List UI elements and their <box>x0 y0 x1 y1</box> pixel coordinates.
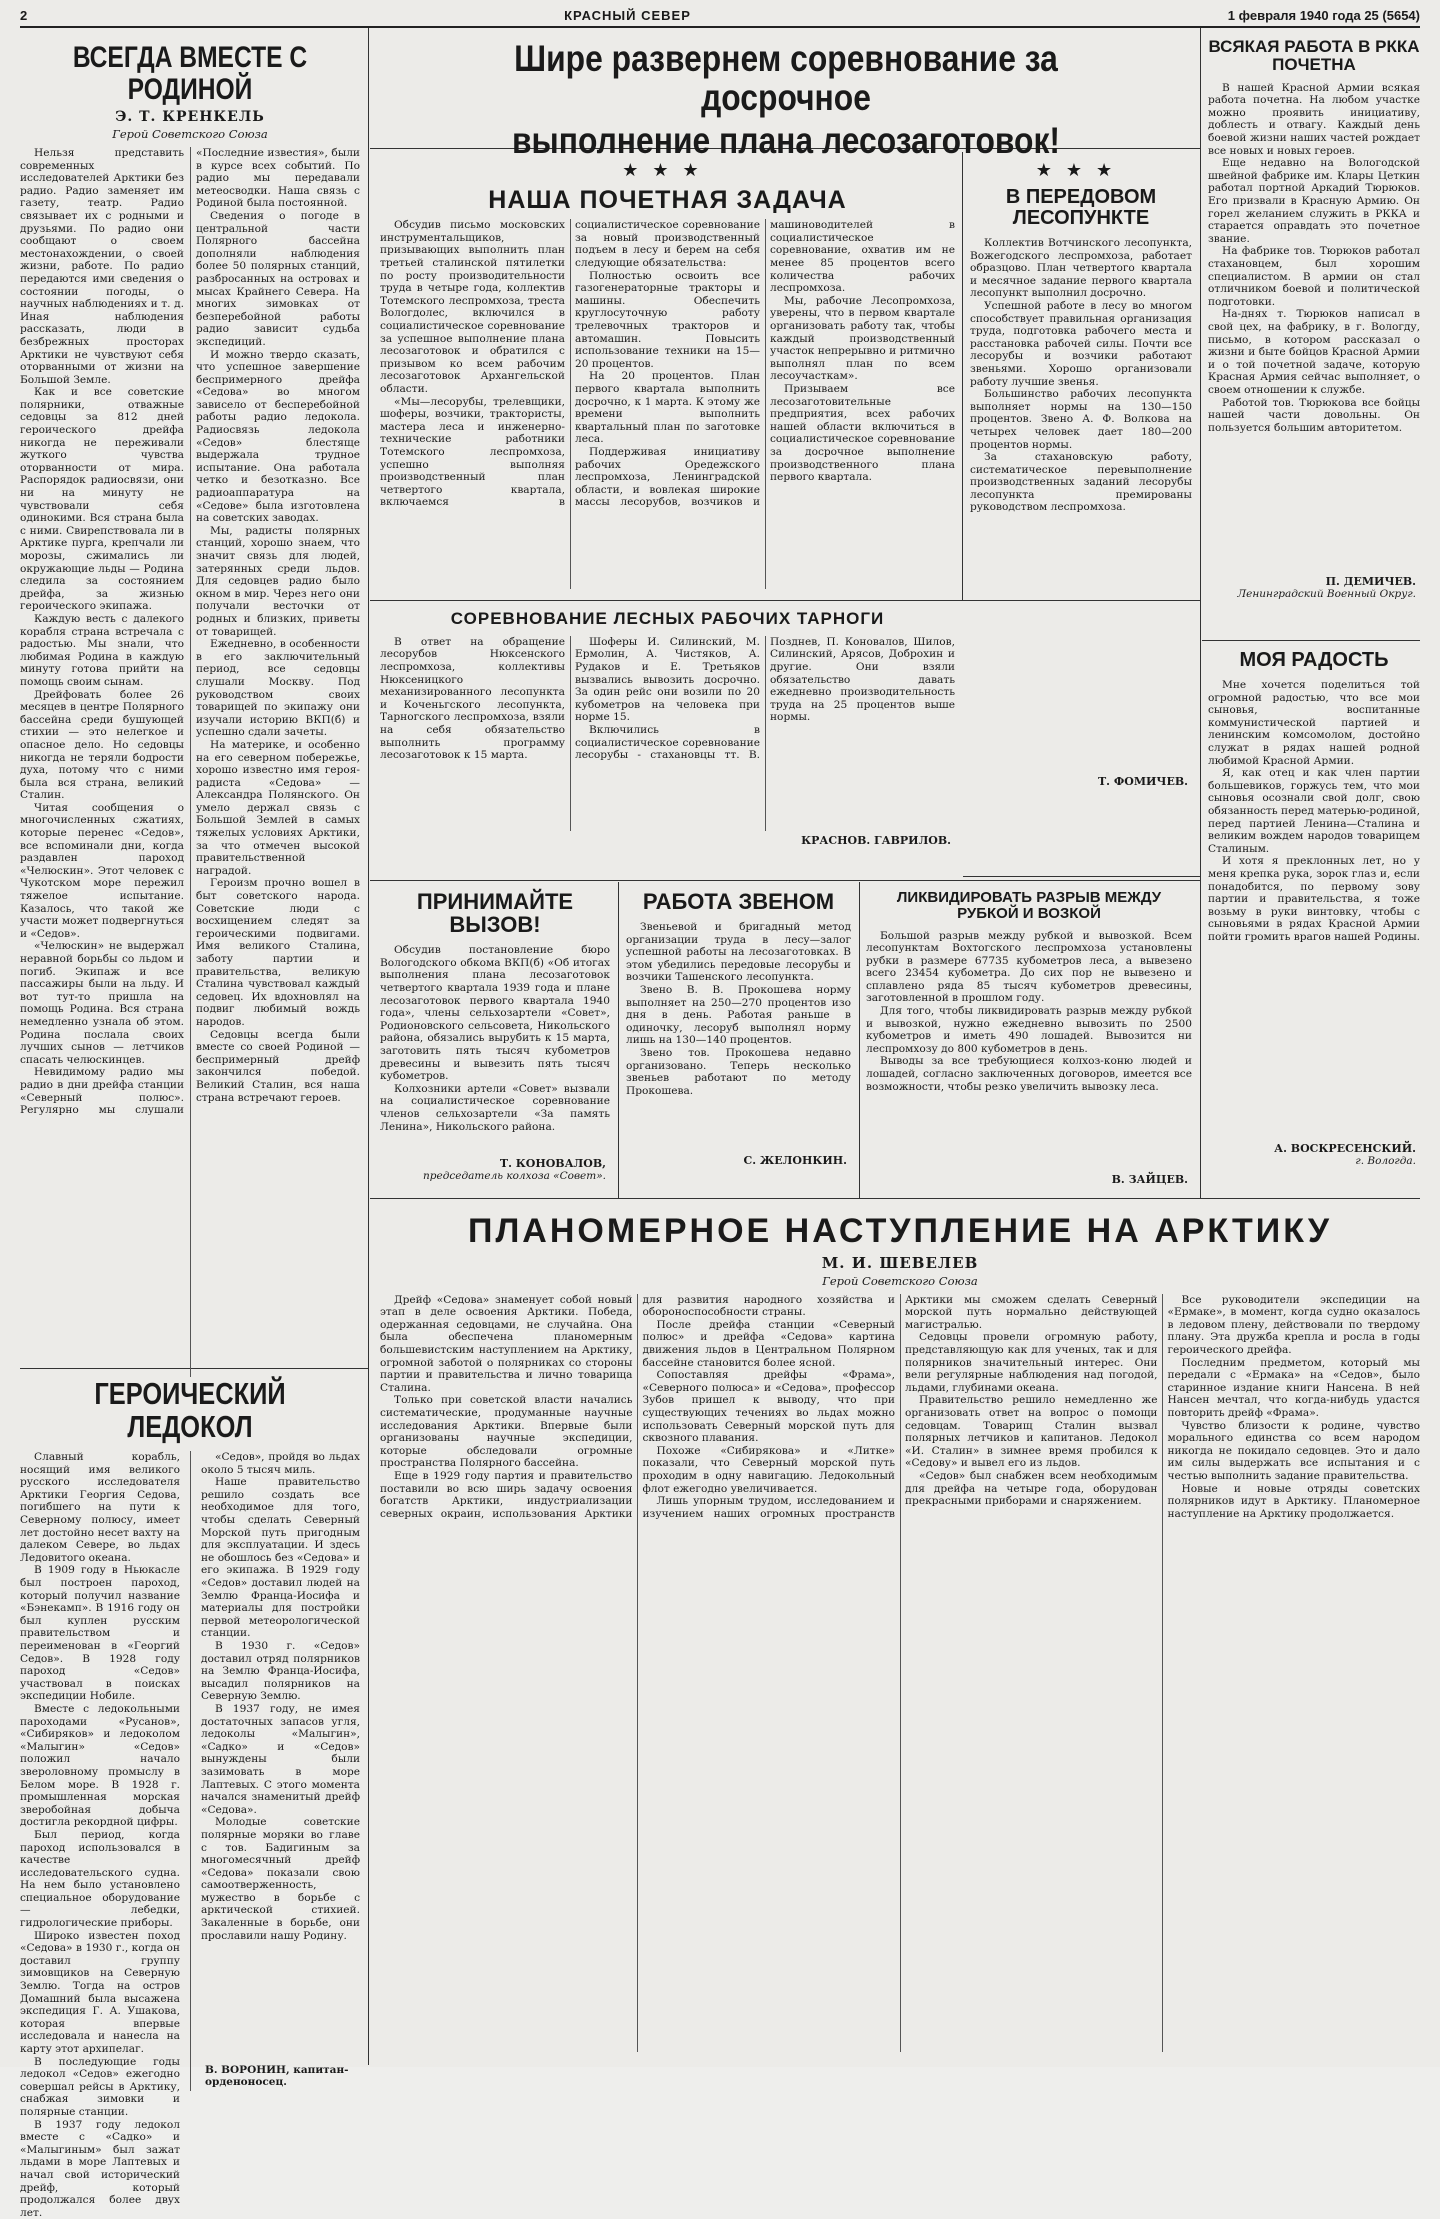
paragraph: Звеньевой и бригадный метод организации труда в лесу—залог успешной работы на лесозаготовках. В этом убедились передовые лесорубы и возчики Ташенского лесопункта. <box>626 921 851 984</box>
article-title: ПЛАНОМЕРНОЕ НАСТУПЛЕНИЕ НА АРКТИКУ <box>468 1212 1332 1250</box>
banner <box>380 34 1192 161</box>
article-body <box>380 944 610 1154</box>
article-body <box>20 147 360 1377</box>
article-title: ГЕРОИЧЕСКИЙ ЛЕДОКОЛ <box>94 1376 286 1444</box>
paragraph: На фабрике тов. Тюрюков работал стахановцем, был хорошим специалистом. В армии он стал отличником боевой и политической подготовки. <box>1208 245 1420 308</box>
section-rule <box>963 876 1200 877</box>
paragraph: Колхозники артели «Совет» вызвали на социалистическое соревнование членов сельхозартели «За память Ленина», Никольского района. <box>380 1082 610 1133</box>
column-rule <box>368 28 369 2065</box>
paragraph: Нельзя представить современных исследователей Арктики без радио. Радио заменяет им газету, театр. Радио связывает их с родными и друзьями. По радио они сообщают о своем местонахождении, о своей жизни, работе. По радио передаются ими сведения о состоянии погоды, о научных наблюдениях и т. д. Иная наблюдения рассказать, люди в безбрежных просторах Арктики не чувствуют себя оторванными от жизни на Большой Земле. <box>20 147 184 386</box>
paragraph: На-днях т. Тюрюков написал в свой цех, на фабрику, в г. Вологду, письмо, в котором рассказал о жизни и быте бойцов Красной Армии и о той почетной задаче, которую Красная Армия сейчас выполняет, о своем отношении к службе. <box>1208 308 1420 396</box>
paragraph: «Седов», пройдя во льдах около 5 тысяч миль. <box>200 1451 360 1476</box>
paragraph: Славный корабль, носящий имя великого русского исследователя Арктики Георгия Седова, погибшего на пути к Северному полюсу, имеет лет достойно несет вахту на далеком Севере, во льдах Ледовитого океана. <box>20 1451 180 1564</box>
signature: С. ЖЕЛОНКИН. <box>743 1154 847 1168</box>
paragraph: Включились в социалистическое соревнование лесорубы - стахановцы тт. В. Позднев, П. Коновалов, Шилов, Силинский, Арясов, Доброхин и другие. Они взяли обязательство давать ежедневно производительность труда на 25 процентов выше нормы. <box>575 635 955 762</box>
article-pochetna <box>1208 34 1420 634</box>
paragraph: И хотя я преклонных лет, но у меня крепка рука, зорок глаз и, если понадобится, по первому зову партии и правительства, я тоже возьму в руки винтовку, чтобы с сыновьями в рядах Красной Армии пойти громить врагов нашей Родины. <box>1208 855 1420 943</box>
paragraph: Седовцы провели огромную работу, представляющую как для ученых, так и для полярников значительный интерес. Они вели регулярные наблюдения над погодой, льдами, глубинами океана. <box>905 1331 1158 1394</box>
author-title: Герой Советского Союза <box>822 1273 978 1288</box>
article-body <box>1208 679 1420 1139</box>
paragraph: Мне хочется поделиться той огромной радостью, что все мои сыновья, воспитанные коммунистической партией и ленинским комсомолом, достойно служат в рядах нашей родной любимой Красной Армии. <box>1208 679 1420 767</box>
signature <box>1212 1142 1416 1167</box>
paragraph: В 1937 году, не имея достаточных запасов угля, ледоколы «Малыгин», «Садко» и «Седов» вынуждены были зазимовать в море Лаптевых. С этого момента начался знаменитый дрейф «Седова». <box>200 1702 360 1816</box>
signature-role: г. Вологда. <box>1355 1155 1416 1167</box>
masthead <box>20 4 1420 28</box>
paragraph: Успешной работе в лесу во многом способствует правильная организация труда, подготовка рабочего места и расстановка рабочей силы. Почти все лесорубы и возчики работают звеньями. Хорошо организовали работу лучшие звенья. <box>970 299 1192 388</box>
article-body <box>380 636 955 831</box>
paragraph: Героизм прочно вошел в быт советского народа. Советские люди с восхищением следят за героическими подвигами. Имя великого Сталина, заботу партии и правительства, великую Сталина чувствовал каждый седовец. Их вдохновлял на подвиг любимый вождь народов. <box>196 877 360 1028</box>
paragraph: Лишь упорным трудом, исследованием и изучением наших огромных пространств Арктики мы сможем сделать Северный морской путь нормально действующей магистралью. <box>642 1293 1158 1520</box>
paragraph: Еще в 1929 году партия и правительство поставили во всю ширь задачу освоения богатств Арктики, индустриализации северных окраин, использования Арктики для развития народного хозяйства и обороноспособности страны. <box>380 1293 895 1520</box>
paragraph: Обсудив постановление бюро Вологодского обкома ВКП(б) «Об итогах выполнения плана лесозаготовок четвертого квартала 1939 года и плане лесозаготовок первого квартала 1940 года», члены сельхозартели «Совет», Родионовского сельсовета, Никольского района, обязались вырубить к 15 марта, заготовить пять тысяч кубометров древесины и вывезить пять тысяч кубометров. <box>380 944 610 1083</box>
article-body-right <box>201 1451 360 2061</box>
paragraph: Сопоставляя дрейфы «Фрама», «Северного полюса» и «Седова», профессор Зубов пришел к выводу, что при существующих течениях во льдах можно использовать Северный морской путь для сквозного плавания. <box>642 1369 895 1445</box>
paragraph: Седовцы всегда были вместе со своей Родиной — беспримерный дрейф закончился победой. Великий Сталин, вся наша страна встречают героев. <box>196 1028 360 1104</box>
article-title: ВСЯКАЯ РАБОТА В РККА ПОЧЕТНА <box>1208 37 1420 74</box>
paragraph: В ответ на обращение лесорубов Нюксенского леспромхоза, коллективы Нюксеницкого механизированного лесопункта и Коченьгского лесопункта, Тарногского леспромхоза, взяли на себя обязательство выполнить программу лесозаготовок к 15 марта. <box>380 635 565 762</box>
paragraph: Дрейфовать более 26 месяцев в центре Полярного бассейна среди бушующей стихии — это нелегкое и опасное дело. Но седовцы никогда не теряли бодрости духа, потому что с ними была вся страна, великий Сталин. <box>20 688 184 802</box>
article-body <box>866 930 1192 1170</box>
paragraph: Большинство рабочих лесопункта выполняет нормы на 130—150 процентов. Звено А. Ф. Волкова на четырех человек дает 180—200 процентов нормы. <box>970 388 1192 451</box>
paragraph: Молодые советские полярные моряки во главе с тов. Бадигиным за многомесячный дрейф «Седова» показали свою самоотверженность, мужество в борьбе с арктической стихией. Закаленные в борьбе, они прославили нашу Родину. <box>200 1816 360 1942</box>
paragraph: В 1937 году ледокол вместе с «Садко» и «Малыгиным» был зажат льдами в море Лаптевых и начал свой исторический дрейф, который продолжался более двух лет. <box>20 2118 180 2219</box>
paragraph: Невидимому радио мы радио в дни дрейфа станции «Северный полюс». Регулярно мы слушали «Последние известия», были в курсе всех событий. По радио мы передавали метеосводки. Наша связь с Родиной была постоянной. <box>20 147 360 1117</box>
article-title: В ПЕРЕДОВОМ ЛЕСОПУНКТЕ <box>1005 186 1157 229</box>
column-rule <box>962 152 963 600</box>
paragraph: Шоферы И. Силинский, М. Ермолин, А. Чистяков, А. Рудаков и Е. Третьяков вызвались вывозить досрочно. За один рейс они возили по 20 кубометров на человека при норме 15. <box>575 635 760 724</box>
paragraph: Был период, когда пароход использовался в качестве исследовательского судна. На нем было установлено специальное оборудование — лебедки, гидрологические приборы. <box>20 1828 180 1930</box>
article-body <box>380 219 955 589</box>
stars-divider: ★★★ <box>1035 160 1127 181</box>
signature <box>384 1157 606 1182</box>
article-zvenom <box>626 888 851 1193</box>
banner-line-1: Шире развернем соревнование за досрочное <box>514 38 1058 118</box>
paragraph: Чувство близости к родине, чувство морального единства со всем народом никогда не покидало седовцев. Это и дало им силы выдержать все испытания и с честью выполнить задание правительства. <box>1167 1419 1420 1482</box>
column-rule <box>1200 28 1201 1198</box>
paragraph: Каждую весть с далекого корабля страна встречала с радостью. Мы знали, что любимая Родина в каждую минуту готова прийти на помощь своим сынам. <box>20 612 184 688</box>
paragraph: Работой тов. Тюрюкова все бойцы нашей части довольны. Он пользуется большим авторитетом. <box>1208 396 1420 434</box>
paragraph: Широко известен поход «Седова» в 1930 г., когда он доставил группу зимовщиков на Северную Землю. Тогда на остров Домашний была высажена экспедиция Г. А. Ушакова, которая впервые исследовала и нанесла на карту этот архипелаг. <box>20 1929 180 2055</box>
signature-name: А. ВОСКРЕСЕНСКИЙ. <box>1274 1142 1416 1155</box>
paragraph: За стахановскую работу, систематическое перевыполнение производственных заданий лесорубы лесопункта премированы руководством леспромхоза. <box>970 451 1192 514</box>
paragraph: Как и все советские полярники, отважные седовцы за 812 дней героического дрейфа никогда не переживали жуткого чувства оторванности от мира. Распорядок радиосвязи, они ни на минуту не чувствовали себя одинокими. Вся страна была с ними. Свирепствовала ли в Арктике пурга, крепчали ли морозы, сжимались ли окружающие льды — Родина следила за состоянием дрейфа, за жизнью героического экипажа. <box>20 386 184 613</box>
paragraph: Дрейф «Седова» знаменует собой новый этап в деле освоения Арктики. Победа, одержанная седовцами, не случайна. Она была обеспечена планомерным большевистским наступлением на Арктику, огромной заботой о полярниках со стороны партии и правительства и лично товарища Сталина. <box>380 1293 633 1394</box>
paragraph: Наше правительство решило создать все необходимое для того, чтобы сделать Северный Морской путь пригодным для эксплуатации. И здесь не обошлось без «Седова» и его экипажа. В 1929 году «Седов» доставил людей на Землю Франца-Иосифа и материалы для постройки первой метеорологической станции. <box>200 1476 360 1640</box>
paragraph: Большой разрыв между рубкой и вывозкой. Всем лесопунктам Вохтогского леспромхоза установлены рубки в размере 67735 кубометров леса, а вывезено всего 23454 кубометра. До сих пор не вывезено и сплавлено ряда 85 тысяч кубометров древесины, заготовленной в прошлом году. <box>866 929 1192 1005</box>
article-pochetnaya <box>380 154 955 594</box>
section-rule <box>370 880 1200 881</box>
paragraph: После дрейфа станции «Северный полюс» и дрейфа «Седова» картина движения льдов в Центральном Полярном бассейне становится более ясной. <box>642 1318 895 1369</box>
paragraph: Я, как отец и как член партии большевиков, горжусь тем, что мои сыновья осознали свой долг, свою обязанность перед матерью-родиной, перед партией Ленина—Сталина и великим вождем народов товарищем Сталиным. <box>1208 767 1420 855</box>
paragraph: Полностью освоить все газогенераторные тракторы и машины. Обеспечить круглосуточную работу трелевочных тракторов и автомашин. Повысить использование техники на 15—20 процентов. <box>575 269 760 370</box>
paragraph: В 1930 г. «Седов» доставил отряд полярников на Землю Франца-Иосифа, высадил полярников на Северную Землю. <box>200 1640 360 1703</box>
paragraph: «Мы—лесорубы, трелевщики, шоферы, возчики, трактористы, мастера леса и инженерно-технические работники Тотемского леспромхоза, успешно выполняя производственный план четвертого квартала, включаемся в социалистическое соревнование за новый производственный подъем в лесу и берем на себя следующие обязательства: <box>380 219 760 509</box>
paragraph: Коллектив Вотчинского лесопункта, Вожегодского леспромхоза, работает образцово. План четвертого квартала и месячное задание первого квартала лесопункт выполнил досрочно. <box>970 237 1192 300</box>
article-prinimaite <box>380 888 610 1193</box>
paragraph: Сведения о погоде в центральной части Полярного бассейна дополняли наблюдения более 50 полярных станций, разбросанных на островах и мысах Крайнего Севера. На многих зимовках от безперебойной работы радио зависит судьба экспедиций. <box>196 209 360 348</box>
article-title: МОЯ РАДОСТЬ <box>1239 649 1389 671</box>
article-author: Э. Т. КРЕНКЕЛЬ <box>115 109 265 125</box>
paragraph: Призываем все лесозаготовительные предприятия, всех рабочих нашей области включиться в социалистическое соревнование за досрочное выполнение производственного плана первого квартала. <box>770 382 955 484</box>
article-body <box>626 921 851 1151</box>
paragraph: В нашей Красной Армии всякая работа почетна. На любом участке можно проявить инициативу, доблесть и отвагу. Каждый день боевой жизни наших частей рождает все новых и новых героев. <box>1208 81 1420 157</box>
signature-role: председатель колхоза «Совет». <box>423 1170 606 1183</box>
article-title: СОРЕВНОВАНИЕ ЛЕСНЫХ РАБОЧИХ ТАРНОГИ <box>450 609 885 628</box>
article-radost <box>1208 646 1420 1194</box>
article-title: НАША ПОЧЕТНАЯ ЗАДАЧА <box>488 186 847 214</box>
signature <box>1212 575 1416 600</box>
paragraph: В 1909 году в Ньюкасле был построен пароход, который получил название «Бэнекамп». В 1916 году он был куплен русским правительством и переименован в «Георгий Седов». В 1928 году пароход «Седов» участвовал в поисках экспедиции Нобиле. <box>20 1564 180 1703</box>
paragraph: Мы, рабочие Лесопромхоза, уверены, что в первом квартале организовать работу так, чтобы каждый производственный участок непрерывно и ритмично выполнял план по всем лесоучасткам». <box>770 294 956 383</box>
newspaper-name: КРАСНЫЙ СЕВЕР <box>564 7 691 23</box>
signature-role: Ленинградский Военный Округ. <box>1237 587 1416 600</box>
article-title: ЛИКВИДИРОВАТЬ РАЗРЫВ МЕЖДУ РУБКОЙ И ВОЗКОЙ <box>896 889 1162 922</box>
paragraph: Еще недавно на Вологодской швейной фабрике им. Клары Цеткин работал портной Аркадий Тюрюков. Его призвали в Красную Армию. Он горел желанием служить в РККА и старается оправдать это почетное звание. <box>1208 157 1420 245</box>
page-number: 2 <box>20 7 28 23</box>
signature: В. ЗАЙЦЕВ. <box>1111 1172 1188 1186</box>
paragraph: Вместе с ледокольными пароходами «Русанов», «Сибиряков» и ледоколом «Малыгин» «Седов» положил начало звероловному промыслу в Белом море. В 1928 г. промышленная морская зверобойная добыча достигла рекордной цифры. <box>20 1702 180 1829</box>
signature: КРАСНОВ. ГАВРИЛОВ. <box>801 833 951 847</box>
paragraph: Только при советской власти начались систематические, продуманные научные исследования Арктики. Впервые были организованы научные экспедиции, которые обследовали огромные пространства Полярного бассейна. <box>380 1394 633 1470</box>
paragraph: На материке, и особенно на его северном побережье, хорошо известно имя героя-радиста «Седова» — Александра Полянского. Он умело держал связь с Большой Землей в самых тяжелых условиях Арктики, за что отмечен высокой правительственной наградой. <box>196 738 360 877</box>
paragraph: Обсудив письмо московских инструментальщиков, призывающих выполнить план третьей сталинской пятилетки по росту производительности труда в четыре года, коллектив Тотемского леспромхоза, треста Вологдолес, включился в социалистическое соревнование за успешное выполнение плана лесозаготовок и обратился с призывом ко всем рабочим лесозаготовок Архангельской области. <box>380 219 565 395</box>
article-krenkel <box>20 34 360 1362</box>
paragraph: Мы, радисты полярных станций, хорошо знаем, что значит связь для людей, затерянных среди льдов. Для седовцев радио было окном в мир. Через него они получали весточки от родных и близких, приветы от товарищей. <box>196 524 360 638</box>
signature: Т. ФОМИЧЕВ. <box>1098 775 1188 788</box>
article-body <box>1208 82 1420 572</box>
paragraph: На 20 процентов. План первого квартала выполнить досрочно, к 1 марта. К этому же времени выполнить квартальный план по заготовке леса. <box>575 370 760 446</box>
paragraph: Поддерживая инициативу рабочих Оредежского леспромхоза, Ленинградской области, и вовлекая широкие массы лесорубов, возчиков и машиноводителей в социалистическое соревнование, охватив им не менее 85 процентов всего количества рабочих леспромхоза. <box>575 219 955 509</box>
article-sorevnovanie <box>380 606 955 876</box>
signature-name: Т. КОНОВАЛОВ, <box>499 1157 606 1171</box>
article-title: ПРИНИМАЙТЕ ВЫЗОВ! <box>416 889 574 938</box>
section-rule <box>1202 640 1420 641</box>
article-body-left <box>20 1451 180 2219</box>
paragraph: «Челюскин» не выдержал неравной борьбы со льдом и погиб. Экипаж и все пассажиры были на льду. И вот тут-то пришла на помощь Родина. Вся страна немедленно узнала об этом. Родина послала своих лучших сынов — летчиков спасать челюскинцев. <box>20 940 184 1066</box>
paragraph: Звено В. В. Прокошева норму выполняет на 250—270 процентов изо дня в день. Работая раньше в одиночку, лесоруб выполнял норму лишь на 130—140 процентов. <box>626 984 851 1047</box>
paragraph: Похоже «Сибирякова» и «Литке» показали, что Северный морской путь проходим в одну навигацию. Ледокольный флот ежегодно увеличивается. <box>642 1444 895 1495</box>
paragraph: Правительство решило немедленно же организовать ответ на вопрос о помощи седовцам. Товарищ Сталин вызвал полярных летчиков и капитанов. Ледокол «И. Сталин» в зимнее время пробился к «Седову» и вывел его из льдов. <box>905 1394 1158 1470</box>
paragraph: Звено тов. Прокошева недавно организовано. Теперь несколько звеньев работают по методу Прокошева. <box>626 1047 851 1097</box>
paragraph: Выводы за все требующиеся колхоз-коню людей и лошадей, согласно заключенных договоров, имеется все возможности, чтобы резко увеличить вывозку леса. <box>866 1055 1192 1093</box>
article-author: М. И. ШЕВЕЛЕВ <box>821 1253 979 1272</box>
section-rule <box>370 1198 1420 1199</box>
article-ledokol <box>20 1374 360 2219</box>
article-body <box>380 1294 1420 2052</box>
issue-date: 1 февраля 1940 года 25 (5654) <box>1227 7 1420 23</box>
paragraph: И можно твердо сказать, что успешное завершение беспримерного дрейфа «Седова» во многом зависело от бесперебойной работы радио ледокола. Радиосвязь ледокола «Седов» блестяще выдержала трудное испытание. Она работала четко и безотказно. Все радиоаппаратура на «Седове» была изготовлена на советских заводах. <box>196 348 360 525</box>
paragraph: «Седов» был снабжен всем необходимым для дрейфа на четыре года, оборудован прекрасными приборами и снаряжением. <box>905 1470 1158 1508</box>
paragraph: Все руководители экспедиции на «Ермаке», в момент, когда судно оказалось в ледовом плену, действовали по твердому плану. Эта дружба крепла и росла в годы героического дрейфа. <box>1167 1293 1420 1357</box>
article-likvid <box>866 888 1192 1193</box>
article-body <box>970 237 1192 772</box>
paragraph: Новые и новые отряды советских полярников идут в Арктику. Планомерное наступление на Арктику продолжается. <box>1167 1482 1420 1520</box>
paragraph: Последним предметом, который мы передали с «Ермака» на «Седов», было старинное издание книги Нансена. В ней Нансен мечтал, что когда-нибудь удастся повторить дрейф «Фрама». <box>1167 1356 1420 1420</box>
article-peredovom <box>970 154 1192 874</box>
stars-divider: ★★★ <box>622 160 713 181</box>
paragraph: В последующие годы ледокол «Седов» ежегодно совершал рейсы в Арктику, снабжая зимовки и полярные станции. <box>20 2055 180 2118</box>
banner-line-2: выполнение плана лесозаготовок! <box>511 119 1060 161</box>
article-arktika <box>380 1206 1420 2064</box>
article-title: ВСЕГДА ВМЕСТЕ С РОДИНОЙ <box>72 41 308 106</box>
signature: В. ВОРОНИН, капитан-орденоносец. <box>204 2064 349 2089</box>
paragraph: Для того, чтобы ликвидировать разрыв между рубкой и вывозкой, нужно ежедневно вывозить по 2500 кубометров и иметь 490 лошадей. Вывозится ни леспромхозу до 800 кубометров в день. <box>866 1005 1192 1055</box>
article-title: РАБОТА ЗВЕНОМ <box>642 889 835 914</box>
column-rule <box>618 882 619 1198</box>
paragraph: Читая сообщения о многочисленных сжатиях, которые перенес «Седов», все вспоминали дни, когда раздавлен пароход «Челюскин». Этот человек с Чукотском море пережил тяжелое испытание. Казалось, что такой же участи может подвергнуться и «Седов». <box>20 801 184 940</box>
signature-name: П. ДЕМИЧЕВ. <box>1325 574 1416 588</box>
paragraph: Ежедневно, в особенности в его заключительный период, все седовцы слушали Москву. Под руководством своих товарищей по экипажу они изучали историю ВКП(б) и успешно сдали зачеты. <box>196 638 360 739</box>
author-title: Герой Советского Союза <box>112 127 268 141</box>
column-rule <box>859 882 860 1198</box>
